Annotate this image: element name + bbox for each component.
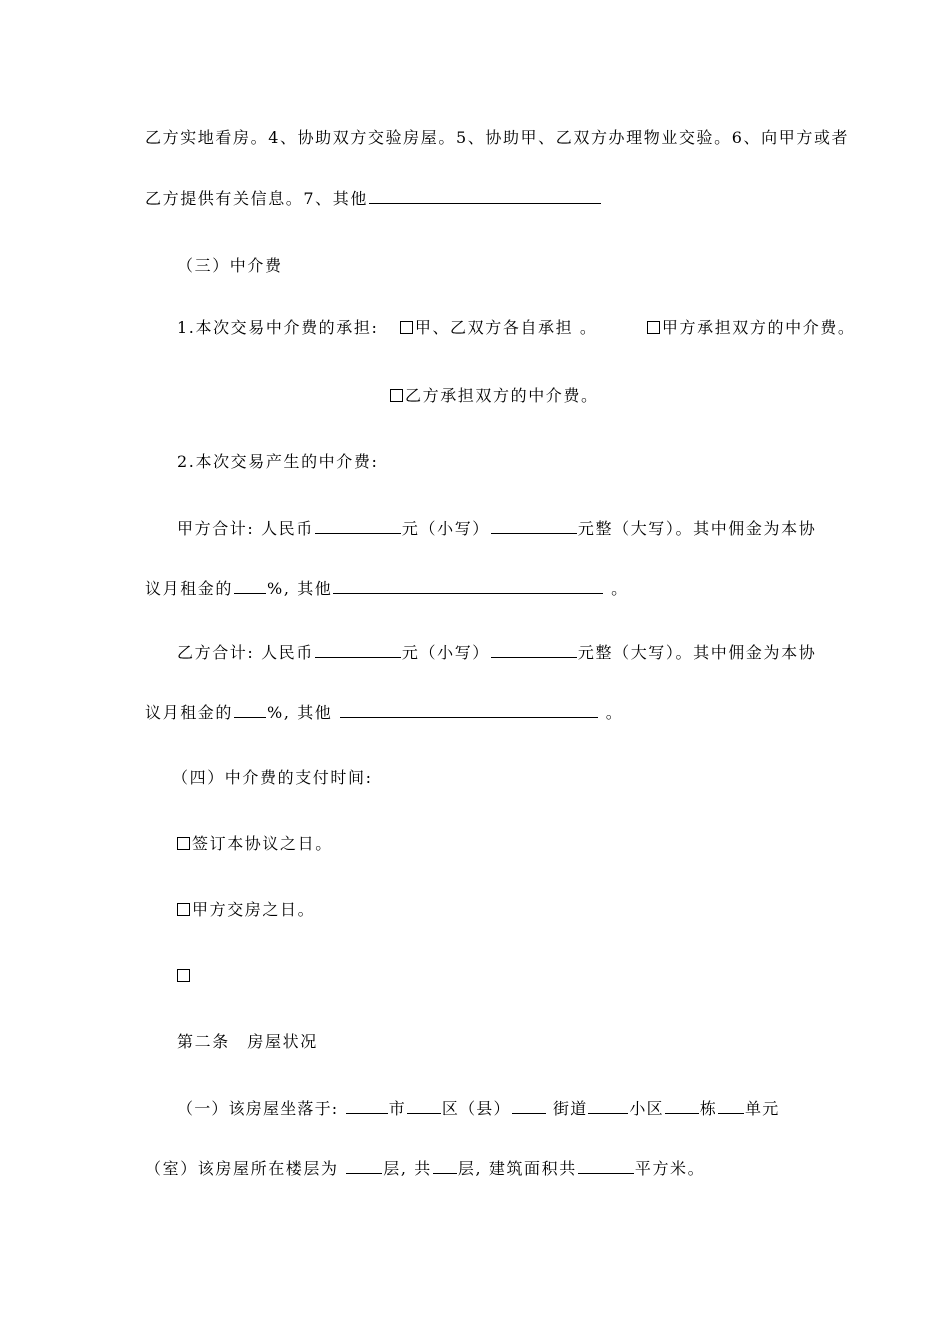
blank-amount-upper[interactable]	[491, 640, 577, 658]
text: 街道	[553, 1099, 588, 1118]
line-party-a-commission	[145, 576, 807, 600]
blank-floor[interactable]	[346, 1156, 382, 1174]
blank-street-prefix[interactable]	[512, 1096, 546, 1114]
text: 元整（大写）。其中佣金为本协	[577, 519, 817, 538]
text: 层, 共	[383, 1159, 432, 1178]
text: 。	[605, 703, 624, 722]
line-party-b-commission	[145, 700, 807, 724]
text: 栋	[699, 1099, 718, 1118]
checkbox-icon[interactable]	[390, 389, 403, 402]
blank-percent[interactable]	[234, 576, 266, 594]
checkbox-icon[interactable]	[177, 837, 190, 850]
option-party-b-bears: 乙方承担双方的中介费。	[405, 386, 599, 405]
text: 议月租金的	[145, 579, 234, 598]
blank-other[interactable]	[340, 700, 598, 718]
option-each-bears: 甲、乙双方各自承担 。	[414, 318, 598, 337]
text: 区（县）	[441, 1099, 511, 1118]
line-fee-bearer-option3	[390, 384, 790, 408]
text: （一）该房屋坐落于:	[177, 1099, 339, 1118]
text: 1.本次交易中介费的承担:	[177, 318, 379, 337]
text: %, 其他	[267, 579, 333, 598]
blank-community[interactable]	[588, 1096, 628, 1114]
blank-district[interactable]	[407, 1096, 441, 1114]
section-heading-fee: （三）中介费	[177, 256, 283, 275]
blank-unit[interactable]	[718, 1096, 744, 1114]
text: 甲方合计: 人民币	[177, 519, 314, 538]
text: 。	[611, 579, 629, 598]
checkbox-icon[interactable]	[647, 321, 660, 334]
blank-other[interactable]	[333, 576, 603, 594]
option-party-a-bears: 甲方承担双方的中介费。	[661, 318, 856, 337]
option-handover-date	[177, 898, 807, 922]
checkbox-icon[interactable]	[177, 969, 190, 982]
blank-other[interactable]	[369, 186, 601, 204]
text: 平方米。	[634, 1159, 706, 1178]
checkbox-icon[interactable]	[177, 903, 190, 916]
line-party-a-total	[177, 516, 817, 540]
text: 层, 建筑面积共	[457, 1159, 577, 1178]
option-blank	[177, 964, 807, 988]
text: 单元	[745, 1099, 780, 1118]
option-sign-date	[177, 832, 807, 856]
blank-amount-lower[interactable]	[315, 516, 401, 534]
text: （室）该房屋所在楼层为	[145, 1159, 339, 1178]
text: 乙方提供有关信息。7、其他	[145, 189, 368, 208]
text: 乙方合计: 人民币	[177, 643, 314, 662]
text: 元（小写）	[401, 643, 490, 662]
text: 小区	[629, 1099, 664, 1118]
blank-amount-upper[interactable]	[491, 516, 577, 534]
section-heading-payment-time: （四）中介费的支付时间:	[172, 768, 373, 787]
blank-percent[interactable]	[234, 700, 266, 718]
text: 议月租金的	[145, 703, 234, 722]
text: 甲方交房之日。	[192, 900, 316, 919]
text: 签订本协议之日。	[192, 834, 333, 853]
blank-total-floors[interactable]	[433, 1156, 457, 1174]
blank-city[interactable]	[346, 1096, 388, 1114]
line-house-floor-area	[145, 1156, 807, 1180]
line-fee-amount-heading: 2.本次交易产生的中介费:	[177, 452, 379, 471]
line-house-location	[177, 1096, 807, 1120]
blank-amount-lower[interactable]	[315, 640, 401, 658]
text: 元（小写）	[401, 519, 490, 538]
text: 市	[388, 1099, 406, 1118]
article-two-heading: 第二条 房屋状况	[177, 1032, 318, 1051]
line-fee-bearer	[177, 316, 856, 340]
text: 元整（大写）。其中佣金为本协	[577, 643, 817, 662]
text: %, 其他	[267, 703, 333, 722]
line-party-b-total	[177, 640, 817, 664]
blank-area[interactable]	[578, 1156, 634, 1174]
line-provide-info	[145, 186, 807, 210]
blank-building[interactable]	[665, 1096, 699, 1114]
line-agency-services: 乙方实地看房。4、协助双方交验房屋。5、协助甲、乙双方办理物业交验。6、向甲方或者	[145, 128, 850, 147]
checkbox-icon[interactable]	[400, 321, 413, 334]
